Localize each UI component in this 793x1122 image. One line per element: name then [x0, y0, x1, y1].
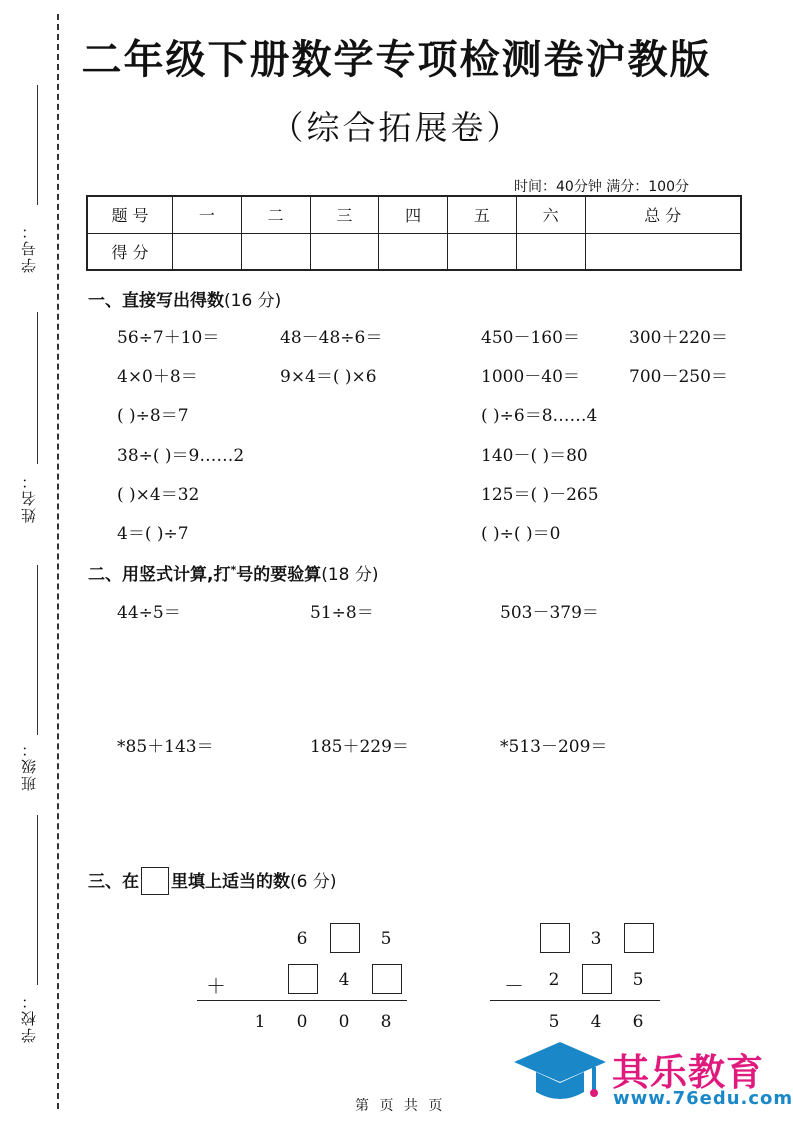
section2-title-rest: 号的要验算	[236, 565, 322, 585]
difference-line	[490, 1000, 660, 1001]
problem: 140－( )＝80	[481, 446, 588, 466]
header-cell: 三	[310, 196, 379, 233]
score-cell[interactable]	[310, 233, 379, 270]
header-cell: 总 分	[585, 196, 741, 233]
problem: ( )÷8＝7	[117, 406, 189, 426]
problem: 503－379＝	[500, 603, 599, 623]
section1-title: 一、直接写出得数	[88, 291, 224, 311]
score-cell[interactable]	[379, 233, 448, 270]
class-label: 班级：	[20, 740, 38, 791]
class-line	[37, 565, 38, 735]
problem: 1000－40＝	[481, 367, 580, 387]
student-id-label: 学号：	[20, 222, 38, 273]
graduation-cap-icon	[510, 1040, 610, 1115]
header-cell: 四	[379, 196, 448, 233]
problem: 4×0＋8＝	[117, 367, 198, 387]
header-cell: 一	[173, 196, 242, 233]
section2-score: (18 分)	[321, 565, 379, 585]
score-table	[86, 195, 742, 271]
digit: 6	[632, 1012, 644, 1032]
problem: 300＋220＝	[629, 328, 728, 348]
problem: 38÷( )＝9……2	[117, 446, 245, 466]
problem: 48－48÷6＝	[280, 328, 383, 348]
section2-title-mark: *	[230, 563, 237, 577]
logo-name: 其乐教育	[612, 1051, 764, 1094]
digit: 3	[590, 929, 602, 949]
problem: 4＝( )÷7	[117, 524, 189, 544]
digit: 2	[548, 970, 560, 990]
digit: 1	[254, 1012, 266, 1032]
answer-box[interactable]	[624, 923, 654, 953]
problem: 700－250＝	[629, 367, 728, 387]
problem: 9×4＝( )×6	[280, 367, 377, 387]
problem: 56÷7＋10＝	[117, 328, 220, 348]
digit: 4	[338, 970, 350, 990]
binding-dashed-line	[57, 14, 59, 1109]
name-label: 姓名：	[20, 472, 38, 523]
school-label: 学校：	[20, 992, 38, 1043]
answer-box[interactable]	[372, 964, 402, 994]
problem: 125＝( )－265	[481, 485, 599, 505]
section2-title: 二、用竖式计算,打	[88, 565, 231, 585]
header-cell: 五	[448, 196, 517, 233]
school-line	[37, 815, 38, 985]
problem: ( )÷( )＝0	[481, 524, 561, 544]
answer-box[interactable]	[288, 964, 318, 994]
score-table-score-row	[87, 233, 741, 270]
digit: 8	[380, 1012, 392, 1032]
section1-score: (16 分)	[224, 291, 282, 311]
name-line	[37, 312, 38, 464]
logo-url: www.76edu.com	[613, 1088, 793, 1109]
problem: 185＋229＝	[310, 737, 409, 757]
header-cell: 六	[516, 196, 585, 233]
page-title: 二年级下册数学专项检测卷沪教版	[81, 37, 712, 83]
minus-sign: －	[504, 974, 524, 998]
section2-heading	[88, 560, 379, 585]
digit: 0	[296, 1012, 308, 1032]
problem: 44÷5＝	[117, 603, 181, 623]
answer-box[interactable]	[330, 923, 360, 953]
score-cell[interactable]	[241, 233, 310, 270]
digit: 0	[338, 1012, 350, 1032]
section3-heading	[88, 867, 336, 895]
header-cell: 题 号	[87, 196, 173, 233]
problem: ( )×4＝32	[117, 485, 200, 505]
problem: *85＋143＝	[117, 737, 214, 757]
problem: 51÷8＝	[310, 603, 374, 623]
section1-heading	[88, 286, 281, 311]
plus-sign: ＋	[206, 974, 226, 998]
score-cell[interactable]	[448, 233, 517, 270]
section3-score: (6 分)	[290, 872, 337, 892]
problem: *513－209＝	[500, 737, 608, 757]
score-table-header-row	[87, 196, 741, 233]
time-info: 时间：40分钟 满分：100分	[514, 179, 689, 195]
header-cell: 二	[241, 196, 310, 233]
score-cell[interactable]	[585, 233, 741, 270]
problem: ( )÷6＝8……4	[481, 406, 598, 426]
score-cell[interactable]	[173, 233, 242, 270]
section3-title-b: 里填上适当的数	[171, 872, 290, 892]
page-subtitle: （综合拓展卷）	[270, 108, 523, 147]
section3-title-a: 三、在	[88, 872, 139, 892]
answer-box[interactable]	[540, 923, 570, 953]
page-footer: 第 页 共 页	[355, 1098, 446, 1114]
score-cell[interactable]	[516, 233, 585, 270]
row-label: 得 分	[87, 233, 173, 270]
blank-box-icon	[141, 867, 169, 895]
digit: 5	[548, 1012, 560, 1032]
digit: 5	[380, 929, 392, 949]
problem: 450－160＝	[481, 328, 580, 348]
digit: 4	[590, 1012, 602, 1032]
digit: 6	[296, 929, 308, 949]
digit: 5	[632, 970, 644, 990]
sum-line	[197, 1000, 407, 1001]
answer-box[interactable]	[582, 964, 612, 994]
